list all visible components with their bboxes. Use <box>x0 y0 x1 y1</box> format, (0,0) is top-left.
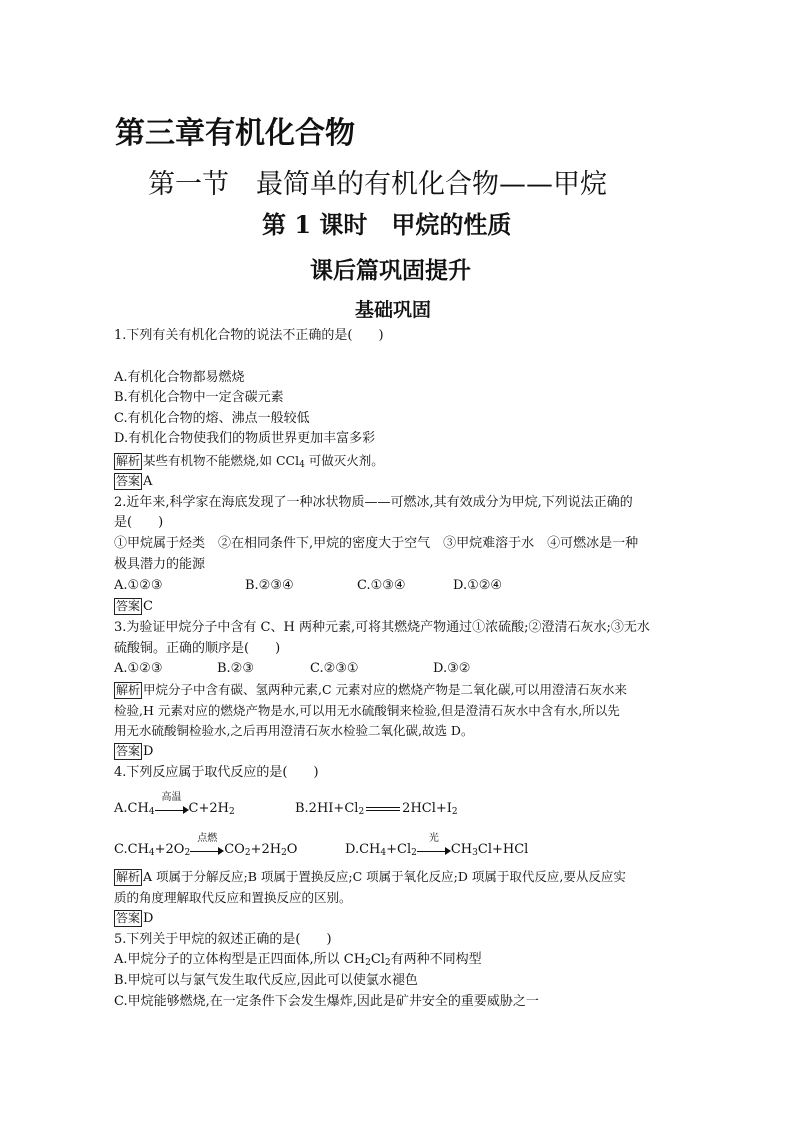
question-3-option-b: B.②③ <box>217 661 254 676</box>
question-2-option-d: D.①②④ <box>453 578 503 593</box>
question-3-option-c: C.②③① <box>310 661 359 676</box>
question-2-items-line1: ①甲烷属于烃类 ②在相同条件下,甲烷的密度大于空气 ③甲烷难溶于水 ④可燃冰是一种 <box>114 536 639 551</box>
analysis-label: 解析 <box>116 683 141 697</box>
question-4-stem: 4.下列反应属于取代反应的是( ) <box>114 765 319 780</box>
question-1-answer: 答案 A <box>116 474 153 489</box>
analysis-label: 解析 <box>116 870 141 884</box>
question-3-stem-line1: 3.为验证甲烷分子中含有 C、H 两种元素,可将其燃烧产物通过①浓硫酸;②澄清石灰水;③无水 <box>114 620 650 635</box>
answer-label: 答案 <box>116 599 141 613</box>
reaction-arrow-icon: 点燃 <box>190 843 224 857</box>
question-5-option-b: B.甲烷可以与氯气发生取代反应,因此可以使氯水褪色 <box>114 973 418 988</box>
question-2-option-b: B.②③④ <box>245 578 294 593</box>
question-5-stem: 5.下列关于甲烷的叙述正确的是( ) <box>114 932 332 947</box>
question-3-analysis-line3: 用无水硫酸铜检验水,之后再用澄清石灰水检验二氧化碳,故选 D。 <box>114 723 474 738</box>
question-2-option-c: C.①③④ <box>357 578 406 593</box>
lesson-title: 第 1 课时 甲烷的性质 <box>262 210 512 239</box>
question-1-stem: 1.下列有关有机化合物的说法不正确的是( ) <box>114 328 384 343</box>
question-2-stem-line2: 是( ) <box>114 515 164 530</box>
question-4-option-b: $B.2HI+Cl_2$ $2HCl+I_2$ <box>295 801 458 817</box>
subsection-title: 基础巩固 <box>355 299 432 321</box>
answer-label: 答案 <box>116 911 141 925</box>
question-5-option-c: C.甲烷能够燃烧,在一定条件下会发生爆炸,因此是矿井安全的重要威胁之一 <box>114 994 539 1009</box>
question-1-option-a: A.有机化合物都易燃烧 <box>114 370 245 385</box>
question-3-answer: 答案 D <box>116 744 154 759</box>
question-4-analysis-line1: 解析 A 项属于分解反应;B 项属于置换反应;C 项属于氧化反应;D 项属于取代反应,要从反应实 <box>116 869 626 884</box>
question-1-option-c: C.有机化合物的熔、沸点一般较低 <box>114 411 310 426</box>
question-3-analysis-line1: 解析 甲烷分子中含有碳、氢两种元素,C 元素对应的燃烧产物是二氧化碳,可以用澄清石灰水来 <box>116 682 628 697</box>
chapter-title: 第三章有机化合物 <box>115 116 355 151</box>
question-4-option-c: $C.CH_4+2O_2$ 点燃 $CO_2+2H_2O$ <box>114 832 298 858</box>
section-title: 第一节 最简单的有机化合物——甲烷 <box>148 169 607 200</box>
question-4-analysis-line2: 质的角度理解取代反应和置换反应的区别。 <box>114 890 352 905</box>
question-1-analysis: 解析 某些有机物不能燃烧,如 CCl$_4$ 可做灭火剂。 <box>116 453 384 470</box>
question-2-option-a: A.①②③ <box>114 578 163 593</box>
question-1-option-b: B.有机化合物中一定含碳元素 <box>114 390 284 405</box>
question-3-analysis-line2: 检验,H 元素对应的燃烧产物是水,可以用无水硫酸铜来检验,但是澄清石灰水中含有水,所以先 <box>114 703 620 718</box>
question-4-option-d: $D.CH_4+Cl_2$ 光 $CH_3Cl+HCl$ <box>345 832 529 858</box>
part-title: 课后篇巩固提升 <box>310 257 471 284</box>
question-3-stem-line2: 硫酸铜。正确的顺序是( ) <box>114 641 281 656</box>
reaction-arrow-icon: 光 <box>417 843 451 857</box>
question-3-option-d: D.③② <box>433 661 471 676</box>
equals-sign-icon <box>366 807 400 811</box>
question-4-answer: 答案 D <box>116 911 154 926</box>
question-4-option-a: $A.CH_4$ 高温 $C+2H_2$ <box>114 791 235 817</box>
question-2-items-line2: 极具潜力的能源 <box>114 557 206 572</box>
answer-label: 答案 <box>116 474 141 488</box>
answer-label: 答案 <box>116 744 141 758</box>
question-2-stem-line1: 2.近年来,科学家在海底发现了一种冰状物质——可燃冰,其有效成分为甲烷,下列说法正确的 <box>114 495 633 510</box>
question-5-option-a: A.甲烷分子的立体构型是正四面体,所以 $CH_2Cl_2$有两种不同构型 <box>114 952 482 968</box>
analysis-label: 解析 <box>116 454 141 468</box>
question-3-option-a: A.①②③ <box>114 661 163 676</box>
reaction-arrow-icon: 高温 <box>155 802 189 816</box>
question-1-option-d: D.有机化合物使我们的物质世界更加丰富多彩 <box>114 431 376 446</box>
question-2-answer: 答案 C <box>116 599 153 614</box>
